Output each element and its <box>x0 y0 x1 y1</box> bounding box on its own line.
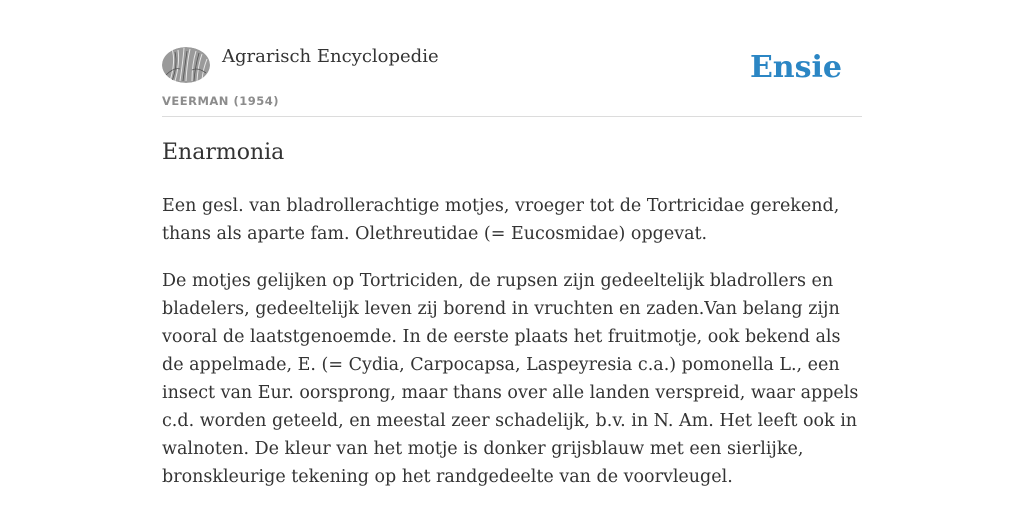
entry-body <box>162 192 862 510</box>
book-title[interactable]: Agrarisch Encyclopedie <box>222 46 439 67</box>
source-label[interactable]: VEERMAN (1954) <box>162 94 279 108</box>
paragraph: De motjes gelijken op Tortriciden, de rupsen zijn gedeeltelijk bladrollers en bladelers, gedeeltelijk leven zij borend in vruchten en zaden.Van belang zijn vooral de laatstgenoemde. In de eerste plaats het fruitmotje, ook bekend als de appelmade, E. (= Cydia, Carpocapsa, Laspeyresia c.a.) pomonella L., een insect van Eur. oorsprong, maar thans over alle landen verspreid, waar appels c.d. worden geteeld, en meestal zeer schadelijk, b.v. in N. Am. Het leeft ook in walnoten. De kleur van het motje is donker grijsblauw met een sierlijke, bronskleurige tekening op het randgedeelte van de voorvleugel. <box>162 271 859 487</box>
wheat-engraving-icon[interactable] <box>162 47 210 83</box>
ensie-logo[interactable]: Ensie <box>749 50 842 85</box>
header <box>162 44 862 117</box>
paragraph: Een gesl. van bladrollerachtige motjes, vroeger tot de Tortricidae gerekend, thans als aparte fam. Olethreutidae (= Eucosmidae) opgevat. <box>162 196 840 244</box>
entry-title: Enarmonia <box>162 140 285 165</box>
